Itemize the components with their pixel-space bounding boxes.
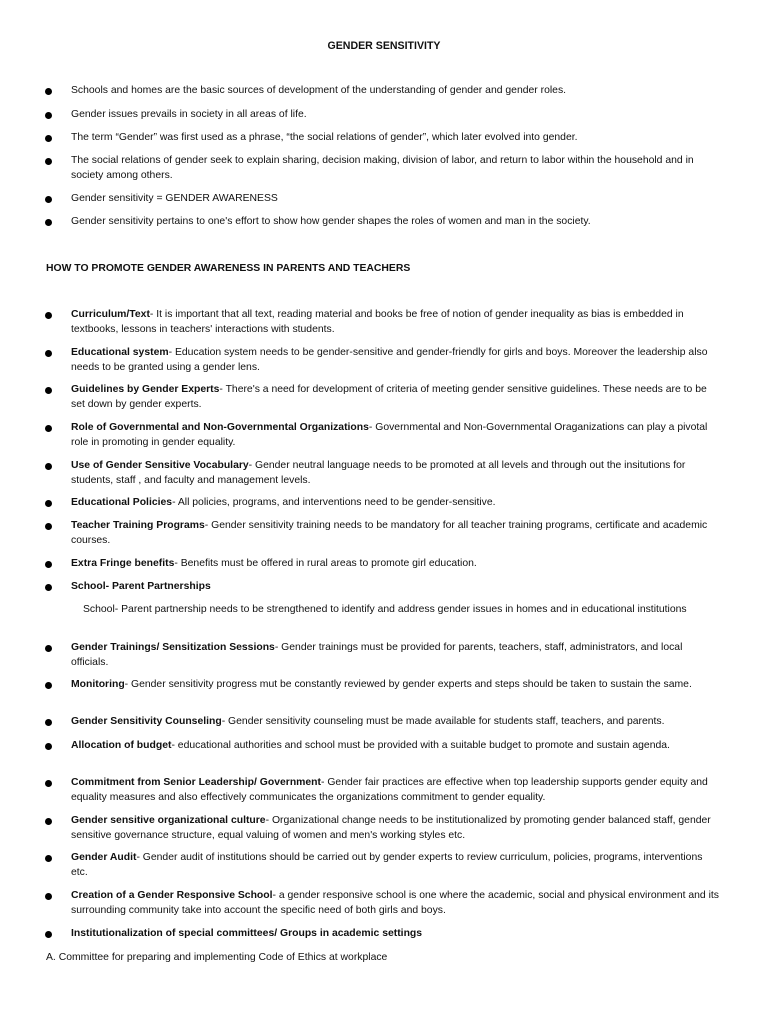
item-term: Extra Fringe benefits <box>71 558 175 569</box>
list-item <box>71 519 721 548</box>
list-item <box>71 739 721 754</box>
item-term: Creation of a Gender Responsive School <box>71 890 273 901</box>
list-item <box>71 927 721 942</box>
list-item: Gender sensitivity pertains to one's effort to show how gender shapes the roles of women and man in the society. <box>71 215 721 230</box>
list-item <box>71 776 721 805</box>
item-term: School- Parent Partnerships <box>71 581 211 592</box>
item-term: Allocation of budget <box>71 740 172 751</box>
list-item <box>71 459 721 488</box>
list-item <box>71 678 721 693</box>
list-item <box>71 715 721 730</box>
item-term: Educational Policies <box>71 497 173 508</box>
list-item <box>71 421 721 450</box>
page-title: GENDER SENSITIVITY <box>327 40 441 52</box>
list-item: The term “Gender” was first used as a phrase, “the social relations of gender”, which later evolved into gender. <box>71 131 721 146</box>
list-item <box>71 557 721 572</box>
list-item <box>71 641 721 670</box>
item-text: - Governmental and Non-Governmental Oraganizations can play a pivotal role in promoting in gender equality. <box>71 422 708 448</box>
list-item: Schools and homes are the basic sources of development of the understanding of gender and gender roles. <box>71 84 721 99</box>
list-item: Gender sensitivity = GENDER AWARENESS <box>71 192 721 207</box>
list-item <box>71 496 721 511</box>
item-term: Institutionalization of special committees/ Groups in academic settings <box>71 928 423 939</box>
item-text: - Gender neutral language needs to be promoted at all levels and through out the insitutions for students, staff , and faculty and management levels. <box>71 460 686 486</box>
list-item: The social relations of gender seek to explain sharing, decision making, division of labor, and return to labor within the household and in society among others. <box>71 154 721 183</box>
item-text: - There's a need for development of criteria of meeting gender sensitive guidelines. These needs are to be set down by gender experts. <box>71 384 707 410</box>
list-item: Gender issues prevails in society in all areas of life. <box>71 108 721 123</box>
item-term: Monitoring <box>71 679 125 690</box>
item-term: Commitment from Senior Leadership/ Government <box>71 777 321 788</box>
item-term: Gender sensitive organizational culture <box>71 815 266 826</box>
item-term: Gender Audit <box>71 852 137 863</box>
item-text: - Benefits must be offered in rural areas to promote girl education. <box>174 558 477 569</box>
item-text: - Organizational change needs to be institutionalized by promoting gender balanced staff, gender sensitive governance structure, equal valuing of women and men's working styles etc. <box>71 815 711 841</box>
item-text: - educational authorities and school must be provided with a suitable budget to promote and sustain agenda. <box>171 740 670 751</box>
item-term: Gender Trainings/ Sensitization Sessions <box>71 642 275 653</box>
item-text: - Gender sensitivity counseling must be made available for students staff, teachers, and parents. <box>221 716 665 727</box>
section-heading: HOW TO PROMOTE GENDER AWARENESS IN PARENTS AND TEACHERS <box>46 263 411 274</box>
list-item <box>71 346 721 375</box>
list-item <box>71 889 721 918</box>
item-term: Gender Sensitivity Counseling <box>71 716 222 727</box>
list-item <box>71 580 721 595</box>
list-item <box>71 814 721 843</box>
item-term: Use of Gender Sensitive Vocabulary <box>71 460 249 471</box>
item-text: - a gender responsive school is one where the academic, social and physical environment and its surrounding community take into account the specific need of both girls and boys. <box>71 890 719 916</box>
item-term: Educational system <box>71 347 169 358</box>
item-term: Teacher Training Programs <box>71 520 205 531</box>
item-text: - Gender trainings must be provided for parents, teachers, staff, administrators, and local officials. <box>71 642 683 668</box>
item-text: - It is important that all text, reading material and books be free of notion of gender inequality as bias is embedded in textbooks, lessons in teachers' interactions with students. <box>71 309 684 335</box>
item-text: - Gender fair practices are effective when top leadership supports gender equity and equality measures and also effectively communicates the organizations commitment to gender equality. <box>71 777 708 803</box>
item-text: - Education system needs to be gender-sensitive and gender-friendly for girls and boys. Moreover the leadership also needs to be granted using a gender lens. <box>71 347 708 373</box>
item-term: Curriculum/Text <box>71 309 150 320</box>
list-item <box>71 383 721 412</box>
item-term: Guidelines by Gender Experts <box>71 384 220 395</box>
item-text: - Gender sensitivity training needs to be mandatory for all teacher training programs, certificate and academic courses. <box>71 520 708 546</box>
partnership-paragraph: School- Parent partnership needs to be strengthened to identify and address gender issues in homes and in educational institutions <box>83 604 687 615</box>
list-item <box>71 308 721 337</box>
committee-line: A. Committee for preparing and implementing Code of Ethics at workplace <box>46 952 388 963</box>
item-text: - All policies, programs, and interventions need to be gender-sensitive. <box>172 497 496 508</box>
item-text: - Gender sensitivity progress mut be constantly reviewed by gender experts and steps should be taken to sustain the same. <box>124 679 692 690</box>
item-term: Role of Governmental and Non-Governmental Organizations <box>71 422 369 433</box>
list-item <box>71 851 721 880</box>
item-text: - Gender audit of institutions should be carried out by gender experts to review curriculum, policies, programs, interventions etc. <box>71 852 703 878</box>
